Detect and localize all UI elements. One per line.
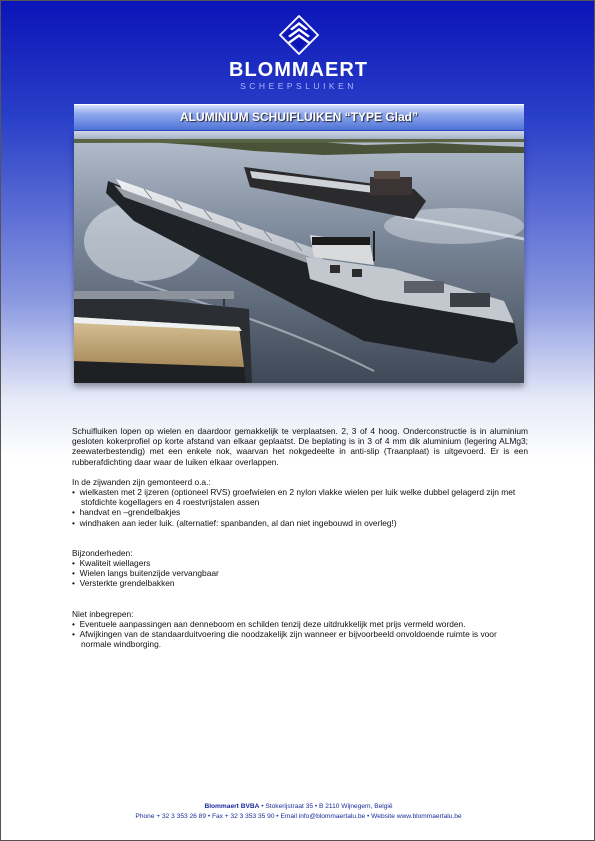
intro-paragraph: Schuifluiken lopen op wielen en daardoor gemakkelijk te verplaatsen. 2, 3 of 4 hoog. Onderconstructie is in aluminium gesloten kokerprofiel op korte afstand van elkaar geplaatst. De beplating is in 3 of 4 mm dik aluminium (legering ALMg3; zeewaterbestendig) met een enkele nok, waarvan het nokgedeelte in anti-slip (Traanplaat) is uitgevoerd. Er is een rubberafdichting daar waar de luiken elkaar overlappen.	[72, 426, 528, 467]
page-title: ALUMINIUM SCHUIFLUIKEN “TYPE Glad”	[74, 104, 524, 130]
description	[72, 426, 528, 649]
footer	[1, 802, 595, 822]
list-item: • Wielen langs buitenzijde vervangbaar	[72, 568, 528, 578]
chevron-stack-icon	[279, 15, 319, 55]
list-item: • wielkasten met 2 ijzeren (optioneel RVS) groefwielen en 2 nylon vlakke wielen per luik welke dubbel gelagerd zijn met stofdichte kogellagers en 4 roestvrijstalen assen	[72, 487, 528, 507]
brand-name: BLOMMAERT	[229, 59, 368, 81]
footer-address-line	[1, 802, 595, 812]
list-item: • Versterkte grendelbakken	[72, 578, 528, 588]
list-excluded	[72, 619, 528, 650]
list-features	[72, 558, 528, 589]
list-mounted	[72, 487, 528, 528]
barge-photo	[74, 131, 524, 383]
list-item: • handvat en –grendelbakjes	[72, 507, 528, 517]
section-title-excluded: Niet inbegrepen:	[72, 608, 134, 619]
footer-address: • Stokerijstraat 35 • B 2110 Wijnegem, België	[259, 803, 393, 810]
list-item: • Eventuele aanpassingen aan denneboom en schilden tenzij deze uitdrukkelijk met prijs vermeld worden.	[72, 619, 528, 629]
section-title-features: Bijzonderheden:	[72, 547, 133, 558]
brand-tagline: SCHEEPSLUIKEN	[240, 81, 357, 91]
footer-contact: Phone + 32 3 353 26 89 • Fax + 32 3 353 35 90 • Email info@blommaertalu.be • Website www.blommaertalu.be	[135, 813, 462, 820]
list-item: • windhaken aan ieder luik. (alternatief: spanbanden, al dan niet ingebouwd in overleg!)	[72, 518, 528, 528]
list-item: • Afwijkingen van de standaarduitvoering die noodzakelijk zijn wanneer er bijvoorbeeld onvoldoende ruimte is voor normale windborging.	[72, 629, 528, 649]
list-item: • Kwaliteit wiellagers	[72, 558, 528, 568]
brand-logo	[1, 15, 595, 92]
footer-company: Blommaert BVBA	[204, 803, 260, 810]
section-title-mounted: In de zijwanden zijn gemonteerd o.a.:	[72, 476, 211, 487]
